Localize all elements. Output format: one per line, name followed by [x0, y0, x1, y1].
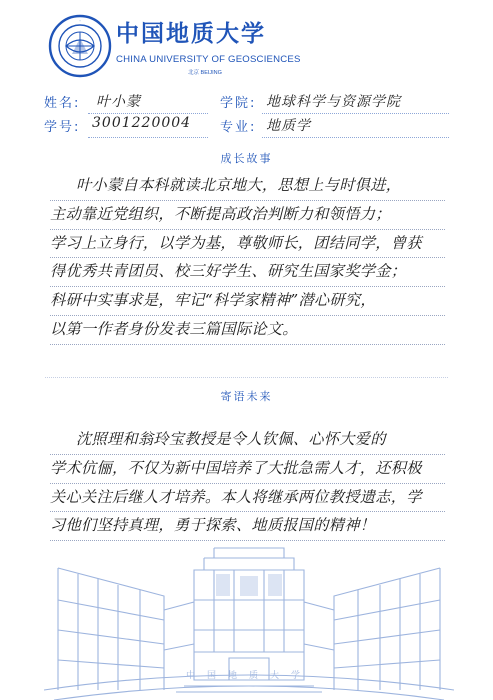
building-banner-text: 中国地质大学: [185, 671, 313, 681]
future-line: 关心关注后继人才培养。本人将继承两位教授遗志，学: [50, 484, 445, 513]
story-line: 叶小蒙自本科就读北京地大，思想上与时俱进，: [50, 172, 445, 201]
major-label: 专业:: [220, 120, 257, 135]
story-line: 以第一作者身份发表三篇国际论文。: [50, 316, 445, 345]
story-line: 学习上立身行，以学为基，尊敬师长，团结同学，曾获: [50, 230, 445, 259]
university-name-en: CHINA UNIVERSITY OF GEOSCIENCES: [116, 54, 301, 65]
future-line: 学术伉俪，不仅为新中国培养了大批急需人才，还积极: [50, 455, 445, 484]
story-text-block: [50, 172, 445, 345]
student-id-label: 学号:: [44, 120, 81, 135]
story-line: 主动靠近党组织，不断提高政治判断力和领悟力；: [50, 201, 445, 230]
student-id-value: 3001220004: [92, 115, 192, 131]
major-underline: [262, 137, 449, 138]
info-row-id-major: [44, 112, 449, 138]
college-label: 学院:: [220, 96, 257, 111]
university-seal-icon: [48, 14, 112, 78]
future-text-block: [50, 426, 445, 541]
story-line: 得优秀共青团员、校三好学生、研究生国家奖学金；: [50, 258, 445, 287]
story-section-title: 成长故事: [220, 152, 273, 165]
info-row-name-college: [44, 88, 449, 114]
section-divider: [45, 377, 448, 378]
name-value: 叶小蒙: [96, 94, 141, 110]
future-section-title: 寄语未来: [220, 390, 273, 403]
university-name-cn: 中国地质大学: [116, 20, 266, 47]
campus-label: 北京 BEIJING: [188, 70, 222, 76]
university-logo: [48, 14, 301, 84]
campus-building-illustration: [44, 540, 454, 700]
college-value: 地球科学与资源学院: [266, 94, 401, 110]
student-id-underline: [88, 137, 208, 138]
story-line: 科研中实事求是，牢记“科学家精神”潜心研究，: [50, 287, 445, 316]
major-value: 地质学: [266, 118, 311, 134]
svg-text:·: ·: [79, 18, 81, 25]
name-label: 姓名:: [44, 96, 81, 111]
future-line: 习他们坚持真理，勇于探索、地质报国的精神！: [50, 512, 445, 541]
future-line: 沈照理和翁玲宝教授是令人钦佩、心怀大爱的: [50, 426, 445, 455]
